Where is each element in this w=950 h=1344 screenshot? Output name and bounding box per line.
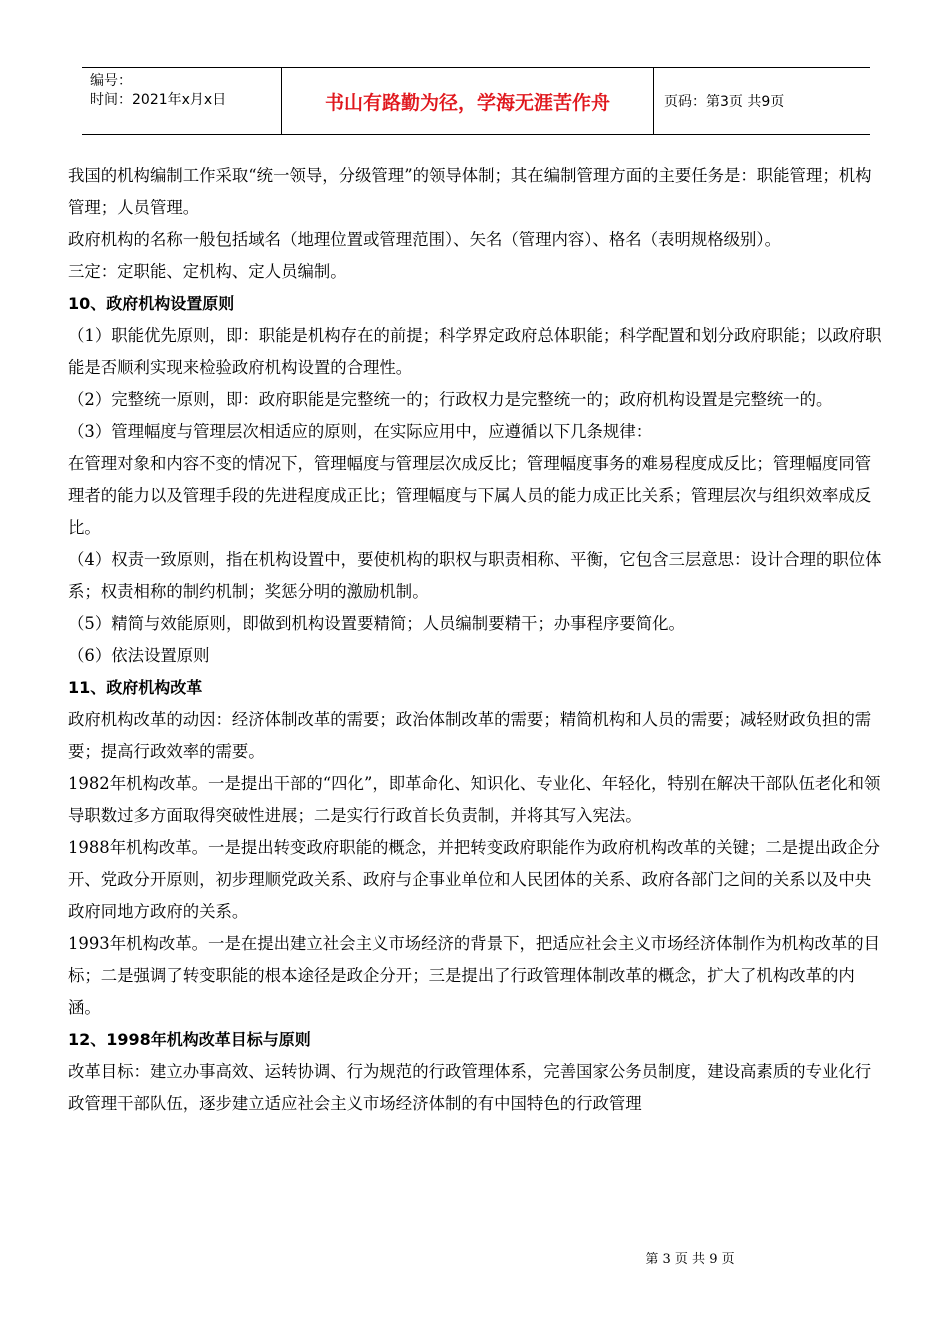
paragraph: 三定：定职能、定机构、定人员编制。	[68, 262, 347, 281]
paragraph: （5）精简与效能原则，即做到机构设置要精简；人员编制要精干；办事程序要简化。	[68, 614, 685, 633]
header-motto: 书山有路勤为径，学海无涯苦作舟	[282, 68, 654, 134]
paragraph: 政府机构的名称一般包括域名（地理位置或管理范围）、矢名（管理内容）、格名（表明规格级别）。	[68, 230, 781, 249]
page-footer	[0, 1248, 950, 1267]
header-meta	[82, 68, 282, 134]
section-heading: 11、政府机构改革	[68, 678, 203, 697]
section-heading: 12、1998年机构改革目标与原则	[68, 1030, 311, 1049]
paragraph: 1988年机构改革。一是提出转变政府职能的概念，并把转变政府职能作为政府机构改革的关键；二是提出政企分开、党政分开原则，初步理顺党政关系、政府与企事业单位和人民团体的关系、政府各部门之间的关系以及中央政府同地方政府的关系。	[68, 838, 881, 921]
paragraph: 1993年机构改革。一是在提出建立社会主义市场经济的背景下，把适应社会主义市场经济体制作为机构改革的目标；二是强调了转变职能的根本途径是政企分开；三是提出了行政管理体制改革的概念，扩大了机构改革的内涵。	[68, 934, 881, 1017]
paragraph: 我国的机构编制工作采取“统一领导，分级管理”的领导体制；其在编制管理方面的主要任务是：职能管理；机构管理；人员管理。	[68, 166, 872, 217]
paragraph: 1982年机构改革。一是提出干部的“四化”，即革命化、知识化、专业化、年轻化，特别在解决干部队伍老化和领导职数过多方面取得突破性进展；二是实行行政首长负责制，并将其写入宪法。	[68, 774, 881, 825]
document-number: 编号：	[90, 73, 132, 89]
page-header	[82, 67, 870, 135]
footer-page-number: 第 3 页 共 9 页	[645, 1252, 735, 1267]
paragraph: （4）权责一致原则，指在机构设置中，要使机构的职权与职责相称、平衡，它包含三层意思：设计合理的职位体系；权责相称的制约机制；奖惩分明的激励机制。	[68, 550, 882, 601]
document-body	[68, 160, 886, 1120]
paragraph: （6）依法设置原则	[68, 646, 210, 665]
paragraph: （3）管理幅度与管理层次相适应的原则，在实际应用中，应遵循以下几条规律：	[68, 422, 653, 441]
paragraph: （2）完整统一原则，即：政府职能是完整统一的；行政权力是完整统一的；政府机构设置是完整统一的。	[68, 390, 833, 409]
paragraph: 改革目标：建立办事高效、运转协调、行为规范的行政管理体系，完善国家公务员制度，建设高素质的专业化行政管理干部队伍，逐步建立适应社会主义市场经济体制的有中国特色的行政管理	[68, 1062, 872, 1113]
paragraph: 在管理对象和内容不变的情况下，管理幅度与管理层次成反比；管理幅度事务的难易程度成反比；管理幅度同管理者的能力以及管理手段的先进程度成正比；管理幅度与下属人员的能力成正比关系；管理层次与组织效率成反比。	[68, 454, 872, 537]
document-date: 时间：2021年x月x日	[90, 92, 227, 108]
header-page-number: 页码：第3页 共9页	[664, 94, 785, 110]
section-heading: 10、政府机构设置原则	[68, 294, 235, 313]
paragraph: 政府机构改革的动因：经济体制改革的需要；政治体制改革的需要；精简机构和人员的需要；减轻财政负担的需要；提高行政效率的需要。	[68, 710, 872, 761]
paragraph: （1）职能优先原则，即：职能是机构存在的前提；科学界定政府总体职能；科学配置和划分政府职能；以政府职能是否顺利实现来检验政府机构设置的合理性。	[68, 326, 882, 377]
